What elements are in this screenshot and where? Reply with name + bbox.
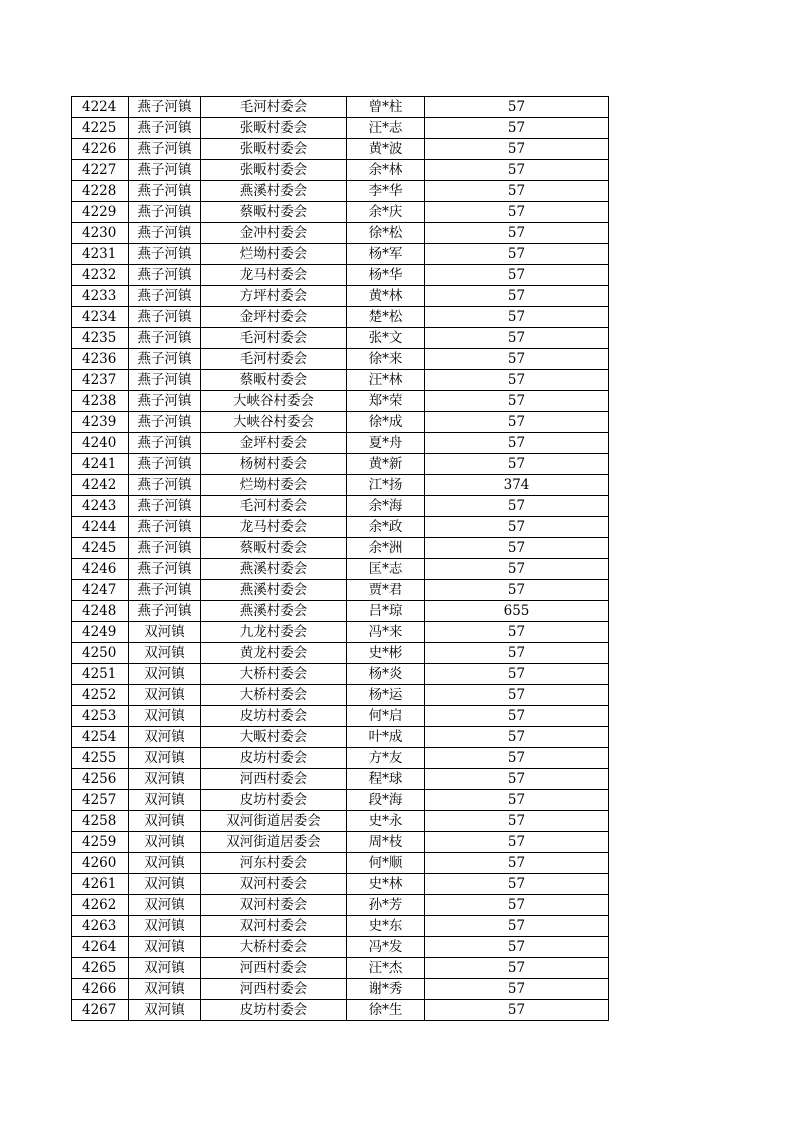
person-name-cell: 段*海 — [347, 790, 425, 811]
table-row — [72, 937, 609, 958]
village-committee-cell: 燕溪村委会 — [201, 601, 347, 622]
data-table — [71, 96, 609, 1021]
amount-cell: 57 — [425, 832, 609, 853]
town-cell: 双河镇 — [129, 937, 201, 958]
amount-cell: 57 — [425, 118, 609, 139]
person-name-cell: 汪*林 — [347, 370, 425, 391]
serial-number-cell: 4239 — [72, 412, 129, 433]
person-name-cell: 杨*运 — [347, 685, 425, 706]
table-row — [72, 538, 609, 559]
person-name-cell: 徐*成 — [347, 412, 425, 433]
amount-cell: 57 — [425, 496, 609, 517]
village-committee-cell: 毛河村委会 — [201, 328, 347, 349]
village-committee-cell: 大峡谷村委会 — [201, 412, 347, 433]
person-name-cell: 史*东 — [347, 916, 425, 937]
serial-number-cell: 4260 — [72, 853, 129, 874]
town-cell: 燕子河镇 — [129, 181, 201, 202]
table-row — [72, 454, 609, 475]
town-cell: 燕子河镇 — [129, 559, 201, 580]
serial-number-cell: 4229 — [72, 202, 129, 223]
table-row — [72, 349, 609, 370]
person-name-cell: 周*枝 — [347, 832, 425, 853]
amount-cell: 57 — [425, 748, 609, 769]
person-name-cell: 杨*军 — [347, 244, 425, 265]
serial-number-cell: 4225 — [72, 118, 129, 139]
serial-number-cell: 4230 — [72, 223, 129, 244]
serial-number-cell: 4258 — [72, 811, 129, 832]
amount-cell: 57 — [425, 328, 609, 349]
amount-cell: 57 — [425, 97, 609, 118]
amount-cell: 57 — [425, 895, 609, 916]
person-name-cell: 余*庆 — [347, 202, 425, 223]
village-committee-cell: 金坪村委会 — [201, 307, 347, 328]
amount-cell: 57 — [425, 664, 609, 685]
amount-cell: 57 — [425, 223, 609, 244]
village-committee-cell: 双河村委会 — [201, 895, 347, 916]
amount-cell: 57 — [425, 454, 609, 475]
town-cell: 燕子河镇 — [129, 601, 201, 622]
serial-number-cell: 4238 — [72, 391, 129, 412]
town-cell: 双河镇 — [129, 706, 201, 727]
person-name-cell: 方*友 — [347, 748, 425, 769]
person-name-cell: 杨*华 — [347, 265, 425, 286]
person-name-cell: 江*扬 — [347, 475, 425, 496]
town-cell: 双河镇 — [129, 895, 201, 916]
town-cell: 双河镇 — [129, 916, 201, 937]
serial-number-cell: 4244 — [72, 517, 129, 538]
town-cell: 双河镇 — [129, 643, 201, 664]
table-row — [72, 832, 609, 853]
table-row — [72, 853, 609, 874]
village-committee-cell: 河西村委会 — [201, 958, 347, 979]
town-cell: 燕子河镇 — [129, 370, 201, 391]
village-committee-cell: 烂坳村委会 — [201, 244, 347, 265]
amount-cell: 57 — [425, 1000, 609, 1021]
serial-number-cell: 4243 — [72, 496, 129, 517]
serial-number-cell: 4261 — [72, 874, 129, 895]
village-committee-cell: 金冲村委会 — [201, 223, 347, 244]
village-committee-cell: 双河村委会 — [201, 874, 347, 895]
person-name-cell: 史*林 — [347, 874, 425, 895]
village-committee-cell: 张畈村委会 — [201, 160, 347, 181]
person-name-cell: 汪*杰 — [347, 958, 425, 979]
table-row — [72, 223, 609, 244]
serial-number-cell: 4232 — [72, 265, 129, 286]
town-cell: 燕子河镇 — [129, 517, 201, 538]
village-committee-cell: 蔡畈村委会 — [201, 538, 347, 559]
table-row — [72, 979, 609, 1000]
person-name-cell: 史*彬 — [347, 643, 425, 664]
town-cell: 双河镇 — [129, 622, 201, 643]
village-committee-cell: 皮坊村委会 — [201, 706, 347, 727]
table-row — [72, 895, 609, 916]
town-cell: 燕子河镇 — [129, 454, 201, 475]
village-committee-cell: 蔡畈村委会 — [201, 202, 347, 223]
person-name-cell: 杨*炎 — [347, 664, 425, 685]
person-name-cell: 孙*芳 — [347, 895, 425, 916]
table-row — [72, 265, 609, 286]
serial-number-cell: 4263 — [72, 916, 129, 937]
village-committee-cell: 张畈村委会 — [201, 118, 347, 139]
table-row — [72, 685, 609, 706]
amount-cell: 57 — [425, 307, 609, 328]
town-cell: 燕子河镇 — [129, 391, 201, 412]
serial-number-cell: 4250 — [72, 643, 129, 664]
table-row — [72, 517, 609, 538]
person-name-cell: 程*球 — [347, 769, 425, 790]
serial-number-cell: 4256 — [72, 769, 129, 790]
table-row — [72, 118, 609, 139]
village-committee-cell: 大桥村委会 — [201, 937, 347, 958]
table-row — [72, 580, 609, 601]
town-cell: 燕子河镇 — [129, 433, 201, 454]
village-committee-cell: 方坪村委会 — [201, 286, 347, 307]
town-cell: 双河镇 — [129, 832, 201, 853]
village-committee-cell: 燕溪村委会 — [201, 559, 347, 580]
serial-number-cell: 4253 — [72, 706, 129, 727]
amount-cell: 57 — [425, 244, 609, 265]
town-cell: 双河镇 — [129, 1000, 201, 1021]
village-committee-cell: 河东村委会 — [201, 853, 347, 874]
amount-cell: 57 — [425, 349, 609, 370]
village-committee-cell: 河西村委会 — [201, 979, 347, 1000]
amount-cell: 655 — [425, 601, 609, 622]
serial-number-cell: 4267 — [72, 1000, 129, 1021]
person-name-cell: 李*华 — [347, 181, 425, 202]
person-name-cell: 匡*志 — [347, 559, 425, 580]
serial-number-cell: 4259 — [72, 832, 129, 853]
serial-number-cell: 4247 — [72, 580, 129, 601]
village-committee-cell: 黄龙村委会 — [201, 643, 347, 664]
table-row — [72, 664, 609, 685]
village-committee-cell: 大桥村委会 — [201, 685, 347, 706]
table-row — [72, 475, 609, 496]
amount-cell: 57 — [425, 160, 609, 181]
serial-number-cell: 4231 — [72, 244, 129, 265]
serial-number-cell: 4233 — [72, 286, 129, 307]
serial-number-cell: 4248 — [72, 601, 129, 622]
town-cell: 燕子河镇 — [129, 475, 201, 496]
serial-number-cell: 4251 — [72, 664, 129, 685]
town-cell: 燕子河镇 — [129, 223, 201, 244]
town-cell: 燕子河镇 — [129, 580, 201, 601]
town-cell: 燕子河镇 — [129, 97, 201, 118]
amount-cell: 57 — [425, 622, 609, 643]
amount-cell: 57 — [425, 790, 609, 811]
amount-cell: 57 — [425, 916, 609, 937]
serial-number-cell: 4262 — [72, 895, 129, 916]
amount-cell: 57 — [425, 874, 609, 895]
town-cell: 双河镇 — [129, 769, 201, 790]
table-row — [72, 769, 609, 790]
town-cell: 燕子河镇 — [129, 412, 201, 433]
serial-number-cell: 4224 — [72, 97, 129, 118]
amount-cell: 57 — [425, 538, 609, 559]
table-row — [72, 811, 609, 832]
table-row — [72, 412, 609, 433]
town-cell: 双河镇 — [129, 790, 201, 811]
amount-cell: 57 — [425, 286, 609, 307]
table-row — [72, 958, 609, 979]
town-cell: 双河镇 — [129, 664, 201, 685]
serial-number-cell: 4228 — [72, 181, 129, 202]
village-committee-cell: 蔡畈村委会 — [201, 370, 347, 391]
village-committee-cell: 大桥村委会 — [201, 664, 347, 685]
table-row — [72, 391, 609, 412]
town-cell: 燕子河镇 — [129, 139, 201, 160]
town-cell: 双河镇 — [129, 748, 201, 769]
amount-cell: 57 — [425, 412, 609, 433]
serial-number-cell: 4226 — [72, 139, 129, 160]
town-cell: 双河镇 — [129, 958, 201, 979]
serial-number-cell: 4255 — [72, 748, 129, 769]
serial-number-cell: 4242 — [72, 475, 129, 496]
village-committee-cell: 九龙村委会 — [201, 622, 347, 643]
serial-number-cell: 4245 — [72, 538, 129, 559]
table-row — [72, 202, 609, 223]
town-cell: 燕子河镇 — [129, 307, 201, 328]
town-cell: 燕子河镇 — [129, 286, 201, 307]
amount-cell: 374 — [425, 475, 609, 496]
table-row — [72, 706, 609, 727]
person-name-cell: 黄*林 — [347, 286, 425, 307]
table-row — [72, 160, 609, 181]
amount-cell: 57 — [425, 727, 609, 748]
amount-cell: 57 — [425, 559, 609, 580]
serial-number-cell: 4265 — [72, 958, 129, 979]
table-row — [72, 748, 609, 769]
serial-number-cell: 4236 — [72, 349, 129, 370]
table-row — [72, 790, 609, 811]
village-committee-cell: 张畈村委会 — [201, 139, 347, 160]
table-row — [72, 643, 609, 664]
person-name-cell: 吕*琼 — [347, 601, 425, 622]
town-cell: 燕子河镇 — [129, 118, 201, 139]
person-name-cell: 谢*秀 — [347, 979, 425, 1000]
amount-cell: 57 — [425, 517, 609, 538]
serial-number-cell: 4235 — [72, 328, 129, 349]
person-name-cell: 曾*柱 — [347, 97, 425, 118]
serial-number-cell: 4246 — [72, 559, 129, 580]
table-row — [72, 139, 609, 160]
person-name-cell: 何*顺 — [347, 853, 425, 874]
amount-cell: 57 — [425, 685, 609, 706]
serial-number-cell: 4240 — [72, 433, 129, 454]
person-name-cell: 余*林 — [347, 160, 425, 181]
village-committee-cell: 双河街道居委会 — [201, 832, 347, 853]
town-cell: 燕子河镇 — [129, 244, 201, 265]
village-committee-cell: 皮坊村委会 — [201, 790, 347, 811]
village-committee-cell: 毛河村委会 — [201, 349, 347, 370]
table-body — [72, 97, 609, 1021]
amount-cell: 57 — [425, 580, 609, 601]
serial-number-cell: 4257 — [72, 790, 129, 811]
town-cell: 燕子河镇 — [129, 328, 201, 349]
person-name-cell: 贾*君 — [347, 580, 425, 601]
village-committee-cell: 杨树村委会 — [201, 454, 347, 475]
amount-cell: 57 — [425, 433, 609, 454]
serial-number-cell: 4241 — [72, 454, 129, 475]
village-committee-cell: 燕溪村委会 — [201, 181, 347, 202]
village-committee-cell: 毛河村委会 — [201, 97, 347, 118]
serial-number-cell: 4254 — [72, 727, 129, 748]
town-cell: 双河镇 — [129, 874, 201, 895]
town-cell: 燕子河镇 — [129, 265, 201, 286]
serial-number-cell: 4266 — [72, 979, 129, 1000]
town-cell: 双河镇 — [129, 685, 201, 706]
person-name-cell: 叶*成 — [347, 727, 425, 748]
amount-cell: 57 — [425, 811, 609, 832]
person-name-cell: 张*文 — [347, 328, 425, 349]
person-name-cell: 汪*志 — [347, 118, 425, 139]
village-committee-cell: 双河村委会 — [201, 916, 347, 937]
table-row — [72, 874, 609, 895]
amount-cell: 57 — [425, 202, 609, 223]
person-name-cell: 何*启 — [347, 706, 425, 727]
table-row — [72, 916, 609, 937]
amount-cell: 57 — [425, 265, 609, 286]
village-committee-cell: 毛河村委会 — [201, 496, 347, 517]
person-name-cell: 余*海 — [347, 496, 425, 517]
town-cell: 燕子河镇 — [129, 538, 201, 559]
village-committee-cell: 大峡谷村委会 — [201, 391, 347, 412]
serial-number-cell: 4237 — [72, 370, 129, 391]
amount-cell: 57 — [425, 979, 609, 1000]
town-cell: 燕子河镇 — [129, 202, 201, 223]
village-committee-cell: 烂坳村委会 — [201, 475, 347, 496]
amount-cell: 57 — [425, 706, 609, 727]
person-name-cell: 冯*发 — [347, 937, 425, 958]
person-name-cell: 余*洲 — [347, 538, 425, 559]
person-name-cell: 黄*波 — [347, 139, 425, 160]
village-committee-cell: 金坪村委会 — [201, 433, 347, 454]
serial-number-cell: 4234 — [72, 307, 129, 328]
serial-number-cell: 4249 — [72, 622, 129, 643]
amount-cell: 57 — [425, 643, 609, 664]
serial-number-cell: 4264 — [72, 937, 129, 958]
table-row — [72, 307, 609, 328]
table-row — [72, 244, 609, 265]
amount-cell: 57 — [425, 853, 609, 874]
person-name-cell: 余*政 — [347, 517, 425, 538]
town-cell: 双河镇 — [129, 811, 201, 832]
table-row — [72, 328, 609, 349]
table-row — [72, 370, 609, 391]
table-row — [72, 286, 609, 307]
village-committee-cell: 皮坊村委会 — [201, 1000, 347, 1021]
person-name-cell: 冯*来 — [347, 622, 425, 643]
person-name-cell: 楚*松 — [347, 307, 425, 328]
village-committee-cell: 双河街道居委会 — [201, 811, 347, 832]
person-name-cell: 郑*荣 — [347, 391, 425, 412]
serial-number-cell: 4227 — [72, 160, 129, 181]
town-cell: 燕子河镇 — [129, 496, 201, 517]
amount-cell: 57 — [425, 769, 609, 790]
amount-cell: 57 — [425, 139, 609, 160]
amount-cell: 57 — [425, 181, 609, 202]
person-name-cell: 徐*生 — [347, 1000, 425, 1021]
village-committee-cell: 大畈村委会 — [201, 727, 347, 748]
town-cell: 燕子河镇 — [129, 349, 201, 370]
town-cell: 燕子河镇 — [129, 160, 201, 181]
person-name-cell: 徐*来 — [347, 349, 425, 370]
village-committee-cell: 燕溪村委会 — [201, 580, 347, 601]
table-row — [72, 727, 609, 748]
village-committee-cell: 河西村委会 — [201, 769, 347, 790]
person-name-cell: 徐*松 — [347, 223, 425, 244]
table-row — [72, 601, 609, 622]
table-row — [72, 496, 609, 517]
amount-cell: 57 — [425, 958, 609, 979]
town-cell: 双河镇 — [129, 979, 201, 1000]
amount-cell: 57 — [425, 937, 609, 958]
table-row — [72, 433, 609, 454]
table-row — [72, 1000, 609, 1021]
table-row — [72, 97, 609, 118]
person-name-cell: 史*永 — [347, 811, 425, 832]
amount-cell: 57 — [425, 391, 609, 412]
table-row — [72, 559, 609, 580]
village-committee-cell: 龙马村委会 — [201, 265, 347, 286]
village-committee-cell: 皮坊村委会 — [201, 748, 347, 769]
table-row — [72, 622, 609, 643]
village-committee-cell: 龙马村委会 — [201, 517, 347, 538]
person-name-cell: 黄*新 — [347, 454, 425, 475]
town-cell: 双河镇 — [129, 727, 201, 748]
town-cell: 双河镇 — [129, 853, 201, 874]
table-row — [72, 181, 609, 202]
amount-cell: 57 — [425, 370, 609, 391]
person-name-cell: 夏*舟 — [347, 433, 425, 454]
serial-number-cell: 4252 — [72, 685, 129, 706]
